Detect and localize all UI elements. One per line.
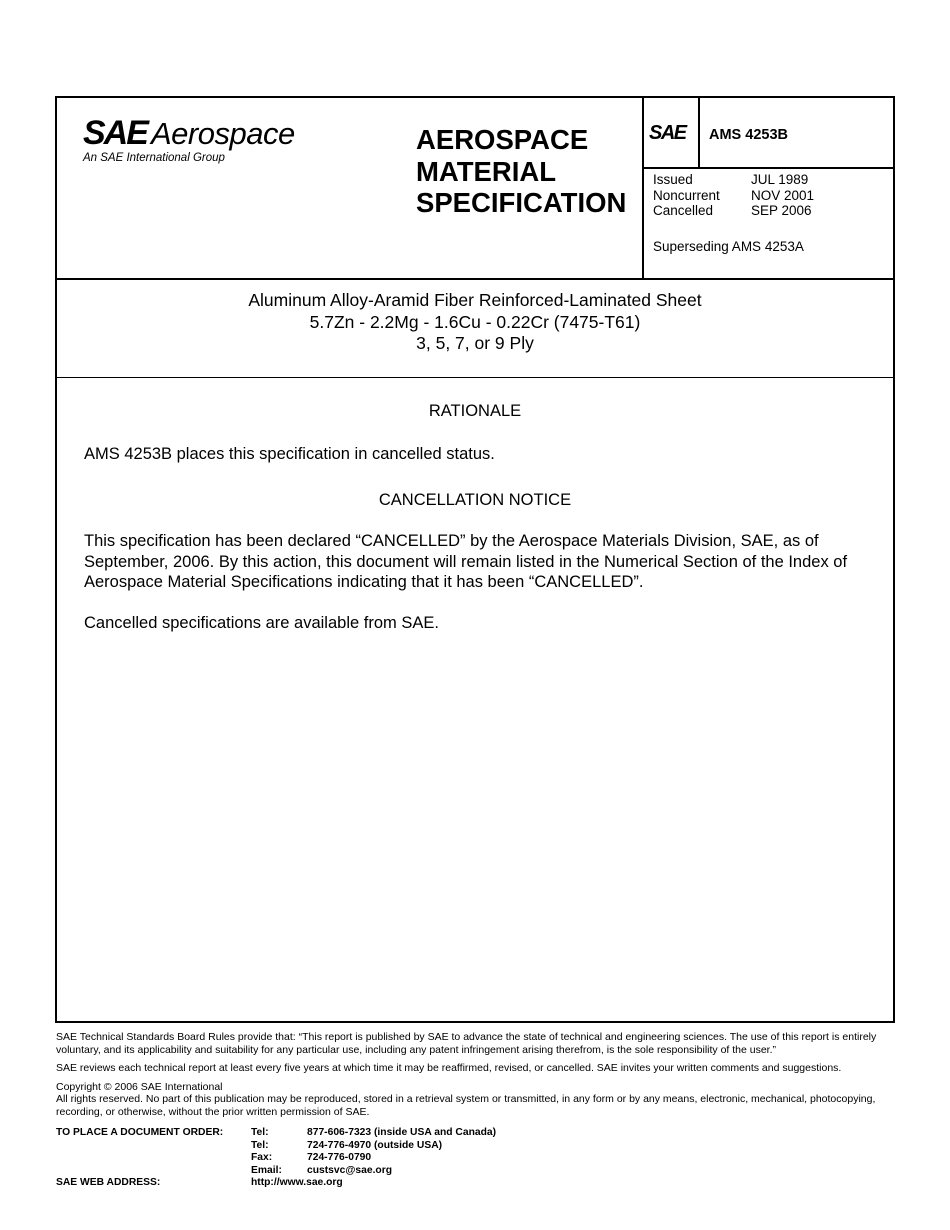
title-line: 3, 5, 7, or 9 Ply bbox=[416, 333, 534, 353]
title-divider bbox=[57, 377, 893, 378]
doc-type-line: SPECIFICATION bbox=[416, 187, 627, 218]
logo-aerospace-text: Aerospace bbox=[151, 116, 295, 151]
date-row-issued bbox=[653, 172, 814, 188]
contact-label: Tel: bbox=[251, 1139, 269, 1151]
rationale-text: AMS 4253B places this specification in cancelled status. bbox=[84, 445, 495, 463]
footer-rights: All rights reserved. No part of this publication may be reproduced, stored in a retrieval system or transmitted, in any form or by any means, electronic, mechanical, photocopying, recording, or otherwise, without the prior written permission of SAE. bbox=[56, 1093, 876, 1118]
contact-value: 724-776-0790 bbox=[307, 1152, 372, 1163]
title-line: Aluminum Alloy-Aramid Fiber Reinforced-Laminated Sheet bbox=[248, 290, 702, 310]
document-number: AMS 4253B bbox=[709, 127, 788, 143]
date-list bbox=[653, 172, 814, 219]
date-row-noncurrent bbox=[653, 188, 814, 204]
contact-label: Fax: bbox=[251, 1152, 273, 1163]
doc-type-line: MATERIAL bbox=[416, 155, 557, 187]
superseding-note: Superseding AMS 4253A bbox=[653, 239, 804, 254]
logo-subtitle: An SAE International Group bbox=[83, 152, 225, 164]
notice-heading: CANCELLATION NOTICE bbox=[378, 491, 572, 509]
date-row-cancelled bbox=[653, 203, 814, 219]
document-type bbox=[416, 124, 626, 219]
contact-label: Email: bbox=[251, 1164, 282, 1176]
doc-number-divider bbox=[698, 98, 700, 168]
doc-number-underline bbox=[643, 167, 893, 169]
date-value: SEP 2006 bbox=[751, 203, 812, 218]
date-value: NOV 2001 bbox=[751, 187, 815, 203]
web-address-link[interactable]: http://www.sae.org bbox=[251, 1177, 343, 1188]
availability-text: Cancelled specifications are available from SAE. bbox=[84, 614, 439, 632]
sae-mini-logo: SAE bbox=[649, 122, 686, 144]
header-column-divider bbox=[642, 98, 644, 279]
header-divider bbox=[57, 278, 893, 280]
date-value: JUL 1989 bbox=[751, 172, 809, 187]
contact-label: Tel: bbox=[251, 1127, 269, 1138]
date-label: Cancelled bbox=[653, 203, 714, 218]
footer-copyright: Copyright © 2006 SAE International bbox=[56, 1081, 223, 1093]
contact-email-link[interactable]: custsvc@sae.org bbox=[307, 1164, 393, 1176]
contact-value: 877-606-7323 (inside USA and Canada) bbox=[307, 1127, 497, 1138]
logo-sae-text: SAE bbox=[83, 114, 147, 152]
doc-type-line: AEROSPACE bbox=[416, 124, 589, 155]
order-label: TO PLACE A DOCUMENT ORDER: bbox=[56, 1127, 224, 1138]
document-frame bbox=[55, 96, 895, 1023]
title-line: 5.7Zn - 2.2Mg - 1.6Cu - 0.22Cr (7475-T61) bbox=[309, 311, 641, 332]
contact-value: 724-776-4970 (outside USA) bbox=[307, 1139, 443, 1151]
rationale-heading: RATIONALE bbox=[428, 402, 522, 420]
date-label: Issued bbox=[653, 172, 693, 187]
notice-text: This specification has been declared “CANCELLED” by the Aerospace Materials Division, SAE, as of September, 2006. By this action, this document will remain listed in the Numerical Section of the Index of Aerospace Material Specifications indicating that it has been “CANCELLED”. bbox=[84, 532, 848, 591]
footer-rules: SAE Technical Standards Board Rules provide that: “This report is published by SAE to advance the state of technical and engineering sciences. The use of this report is entirely voluntary, and its applicability and suitability for any particular use, including any patent infringement arising therefrom, is the sole responsibility of the user.” bbox=[56, 1031, 877, 1056]
date-label: Noncurrent bbox=[653, 187, 720, 203]
footer-review: SAE reviews each technical report at least every five years at which time it may be reaffirmed, revised, or cancelled. SAE invites your written comments and suggestions. bbox=[56, 1062, 842, 1074]
document-title bbox=[57, 290, 893, 355]
sae-aerospace-logo bbox=[83, 116, 333, 166]
web-label: SAE WEB ADDRESS: bbox=[56, 1177, 161, 1188]
